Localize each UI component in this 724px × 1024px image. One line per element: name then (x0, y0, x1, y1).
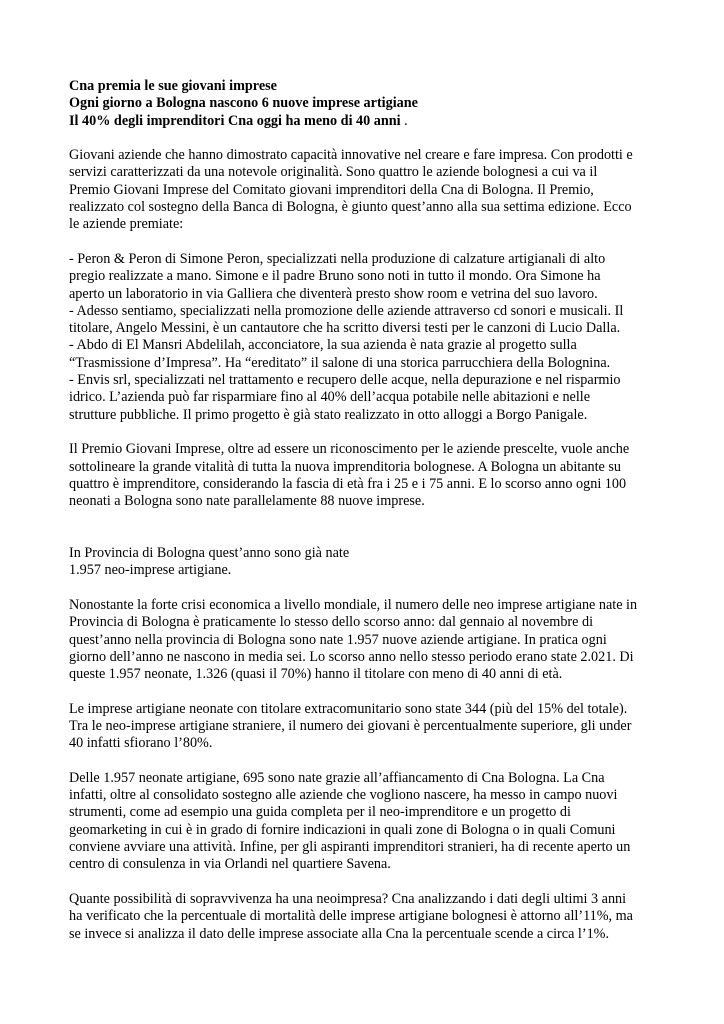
paragraph-gap (69, 424, 669, 441)
text-line: strutture pubbliche. Il primo progetto è già stato realizzato in otto alloggi a Borgo Panigale. (69, 406, 588, 423)
paragraph-gap (69, 753, 669, 770)
extracomunitari-paragraph (69, 701, 669, 753)
text-line: 1.957 neo-imprese artigiane. (69, 562, 232, 579)
text-line: 40 infatti sfiorano l’80%. (69, 735, 213, 752)
text-line: Provincia di Bologna è praticamente lo stesso dello scorso anno: dal gennaio al novembre di (69, 614, 594, 631)
headline-line-2: Ogni giorno a Bologna nascono 6 nuove imprese artigiane (69, 95, 418, 112)
text-line: giorno dell’anno ne nascono in media sei. Lo scorso anno nello stesso periodo erano state 2.021. Di (69, 648, 634, 665)
text-line: realizzato col sostegno della Banca di Bologna, è giunto quest’anno alla sua settima edizione. Ecco (69, 199, 632, 216)
affiancamento-paragraph (69, 770, 669, 874)
paragraph-gap (69, 130, 669, 147)
headline (69, 78, 669, 130)
text-line: idrico. L’azienda può far risparmiare fino al 40% dell’acqua potabile nelle abitazioni e nelle (69, 389, 591, 406)
intro-paragraph (69, 147, 669, 233)
text-line: Quante possibilità di sopravvivenza ha una neoimpresa? Cna analizzando i dati degli ultimi 3 anni (69, 890, 627, 907)
paragraph-gap (69, 234, 669, 251)
text-line: - Abdo di El Mansri Abdelilah, acconciatore, la sua azienda è nata grazie al progetto sulla (69, 337, 577, 354)
text-line: Nonostante la forte crisi economica a livello mondiale, il numero delle neo imprese artigiane nate in (69, 596, 638, 613)
text-line: neonati a Bologna sono nate parallelamente 88 nuove imprese. (69, 493, 425, 510)
paragraph-gap (69, 510, 669, 545)
text-line: - Envis srl, specializzati nel trattamento e recupero delle acque, nella depurazione e nel risparmio (69, 372, 621, 389)
provincia-title-paragraph (69, 545, 669, 580)
text-line: strumenti, come ad esempio una guida completa per il neo-imprenditore e un progetto di (69, 804, 571, 821)
text-line: Giovani aziende che hanno dimostrato capacità innovative nel creare e fare impresa. Con prodotti e (69, 147, 633, 164)
text-line: ha verificato che la percentuale di mortalità delle imprese artigiane bolognesi è attorno all’11%, ma (69, 908, 633, 925)
text-line: - Adesso sentiamo, specializzati nella promozione delle aziende attraverso cd sonori e musicali. Il (69, 302, 624, 319)
text-line: Il Premio Giovani Imprese, oltre ad essere un riconoscimento per le aziende prescelte, vuole anche (69, 441, 630, 458)
text-line: infatti, oltre al consolidato sostegno alle aziende che vogliono nascere, ha messo in campo nuovi (69, 787, 618, 804)
crisi-paragraph (69, 597, 669, 683)
text-line: aperto un laboratorio in via Galliera che diventerà presto show room e vetrina del suo lavoro. (69, 285, 598, 302)
text-line: Le imprese artigiane neonate con titolare extracomunitario sono state 344 (più del 15% del totale). (69, 700, 628, 717)
headline-line-3-text: Il 40% degli imprenditori Cna oggi ha meno di 40 anni (69, 112, 401, 129)
text-line: servizi caratterizzati da una notevole originalità. Sono quattro le aziende bolognesi a cui va il (69, 164, 598, 181)
text-line: quest’anno nella provincia di Bologna sono nate 1.957 nuove aziende artigiane. In pratica ogni (69, 631, 607, 648)
text-line: conviene avviare una attività. Infine, per gli aspiranti imprenditori stranieri, ha di recente aperto un (69, 839, 631, 856)
winners-paragraph (69, 251, 669, 424)
text-line: Delle 1.957 neonate artigiane, 695 sono nate grazie all’affiancamento di Cna Bologna. La Cna (69, 769, 605, 786)
text-line: quattro è imprenditore, considerando la fascia di età fra i 25 e i 75 anni. E lo scorso anno ogni 100 (69, 475, 627, 492)
text-line: “Trasmissione d’Impresa”. Ha “ereditato” il salone di una storica parrucchiera della Bolognina. (69, 354, 611, 371)
text-line: In Provincia di Bologna quest’anno sono già nate (69, 545, 350, 562)
premio-paragraph (69, 441, 669, 510)
headline-line-3 (69, 113, 669, 130)
document-page (69, 78, 669, 943)
text-line: pregio realizzate a mano. Simone e il padre Bruno sono noti in tutto il mondo. Ora Simone ha (69, 268, 601, 285)
paragraph-gap (69, 580, 669, 597)
headline-line-3-tail: . (400, 112, 408, 129)
paragraph-gap (69, 683, 669, 700)
paragraph-gap (69, 874, 669, 891)
text-line: le aziende premiate: (69, 216, 184, 233)
text-line: se invece si analizza il dato delle imprese associate alla Cna la percentuale scende a circa l’1%. (69, 925, 610, 942)
text-line: centro di consulenza in via Orlandi nel quartiere Savena. (69, 856, 391, 873)
text-line: Premio Giovani Imprese del Comitato giovani imprenditori della Cna di Bologna. Il Premio, (69, 181, 594, 198)
text-line: geomarketing in cui è in grado di fornire indicazioni in quali zone di Bologna o in quali Comuni (69, 821, 616, 838)
text-line: sottolineare la grande vitalità di tutta la nuova imprenditoria bolognese. A Bologna un abitante su (69, 458, 621, 475)
headline-line-1: Cna premia le sue giovani imprese (69, 78, 277, 94)
text-line: Tra le neo-imprese artigiane straniere, il numero dei giovani è percentualmente superiore, gli under (69, 717, 632, 734)
text-line: titolare, Angelo Messini, è un cantautore che ha scritto diversi testi per le canzoni di Lucio Dalla. (69, 320, 621, 337)
sopravvivenza-paragraph (69, 891, 669, 943)
text-line: queste 1.957 neonate, 1.326 (quasi il 70%) hanno il titolare con meno di 40 anni di età. (69, 666, 563, 683)
text-line: - Peron & Peron di Simone Peron, specializzati nella produzione di calzature artigianali di alto (69, 250, 606, 267)
